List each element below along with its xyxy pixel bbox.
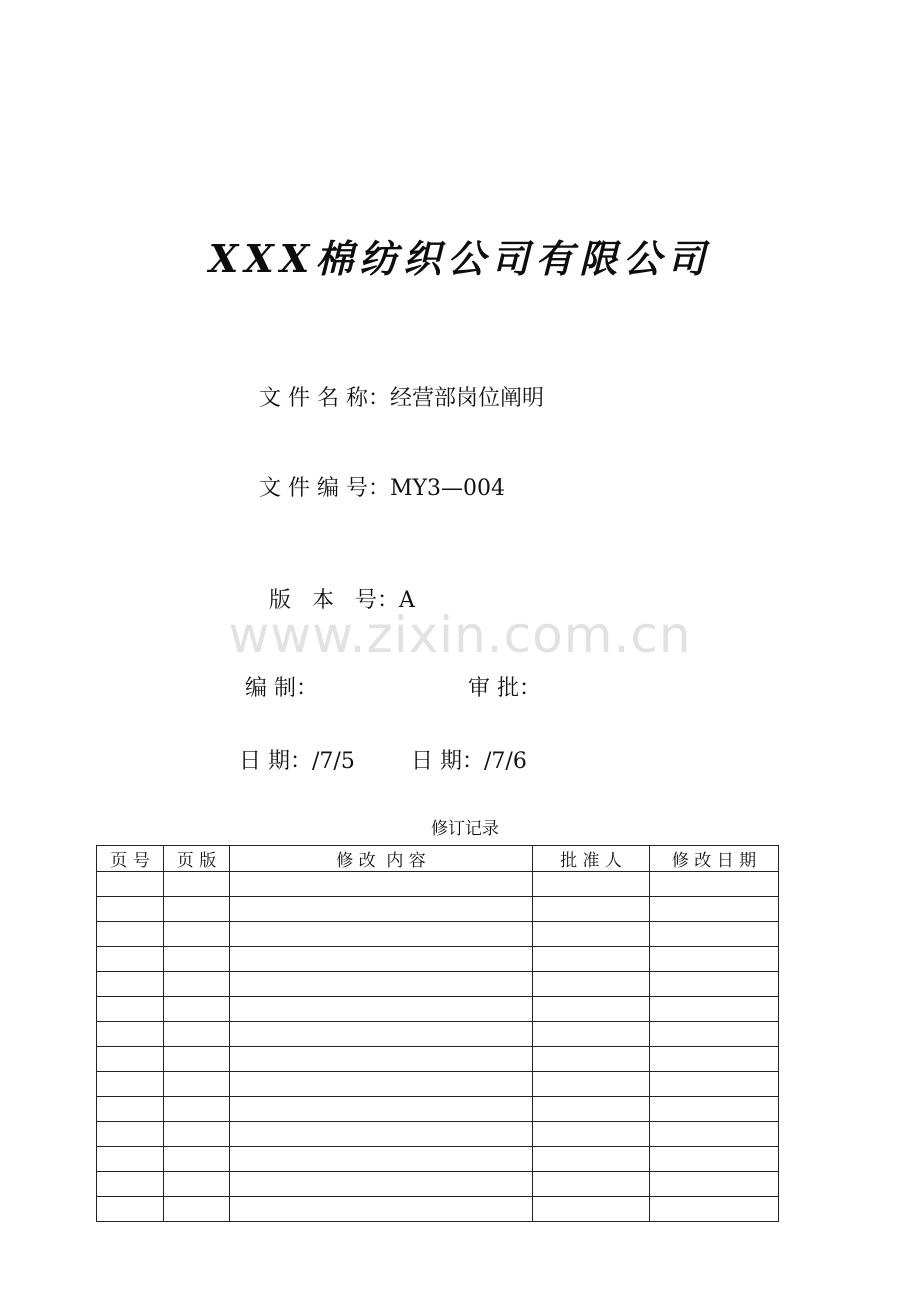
table-cell [650,1097,779,1122]
table-row [97,1097,779,1122]
table-cell [230,897,533,922]
table-cell [650,897,779,922]
table-cell [533,972,650,997]
approve-date-label: 日 期： [411,749,484,774]
table-cell [230,1197,533,1222]
table-cell [230,947,533,972]
table-cell [97,947,164,972]
table-cell [164,1022,230,1047]
table-cell [97,1047,164,1072]
table-cell [97,1197,164,1222]
approve-date-value: /7/6 [484,749,527,774]
table-row [97,1072,779,1097]
table-cell [533,1122,650,1147]
company-title: XXX棉纺织公司有限公司 [208,236,712,281]
table-cell [533,997,650,1022]
table-row [97,1197,779,1222]
compile-date-row [225,719,355,775]
table-cell [97,1072,164,1097]
table-cell [97,1172,164,1197]
table-cell [533,1097,650,1122]
table-cell [650,1022,779,1047]
table-cell [650,972,779,997]
table-cell [97,1097,164,1122]
table-cell [533,1172,650,1197]
table-cell [164,1122,230,1147]
header-page-version: 页 版 [164,846,230,872]
table-cell [533,1022,650,1047]
approve-date-row [397,719,527,775]
table-row [97,947,779,972]
approved-by-label: 审 批： [468,676,541,701]
table-cell [164,872,230,897]
header-change-date: 修 改 日 期 [650,846,779,872]
table-cell [230,1047,533,1072]
table-cell [230,1147,533,1172]
file-number-value: MY3—004 [389,476,506,501]
table-cell [164,972,230,997]
table-cell [164,997,230,1022]
table-cell [164,1197,230,1222]
table-cell [650,922,779,947]
table-cell [533,897,650,922]
table-row [97,1172,779,1197]
file-number-row [245,446,505,502]
table-cell [230,972,533,997]
table-cell [230,872,533,897]
table-cell [97,872,164,897]
table-cell [650,997,779,1022]
revision-table-body [97,872,779,1222]
table-cell [230,1072,533,1097]
table-cell [533,1147,650,1172]
revision-table-header-row [97,846,779,872]
table-cell [97,897,164,922]
table-row [97,1147,779,1172]
version-value: A [398,588,415,613]
header-page-number: 页 号 [97,846,164,872]
table-cell [533,1047,650,1072]
table-cell [164,1172,230,1197]
table-cell [97,1122,164,1147]
table-row [97,922,779,947]
table-row [97,972,779,997]
table-cell [230,1122,533,1147]
table-cell [97,997,164,1022]
table-cell [230,1097,533,1122]
table-cell [650,872,779,897]
table-cell [230,997,533,1022]
table-cell [533,947,650,972]
file-number-label: 文 件 编 号： [259,476,390,501]
file-name-label: 文 件 名 称： [259,386,390,411]
table-row [97,997,779,1022]
table-cell [97,922,164,947]
header-approver: 批 准 人 [533,846,650,872]
table-cell [164,1097,230,1122]
header-change-content: 修 改 内 容 [230,846,533,872]
compile-date-value: /7/5 [312,749,355,774]
table-cell [164,1047,230,1072]
table-cell [164,1147,230,1172]
table-cell [164,922,230,947]
revision-table [96,845,779,1222]
table-cell [650,1122,779,1147]
table-row [97,872,779,897]
watermark: www.zixin.com.cn [228,606,692,664]
table-cell [650,947,779,972]
table-cell [230,1022,533,1047]
revision-table-caption: 修订记录 [431,819,499,839]
table-cell [164,897,230,922]
table-row [97,897,779,922]
table-row [97,1022,779,1047]
table-cell [164,1072,230,1097]
table-cell [97,1147,164,1172]
table-row [97,1047,779,1072]
table-cell [650,1147,779,1172]
table-cell [650,1047,779,1072]
version-label: 版 本 号： [269,588,399,613]
table-row [97,1122,779,1147]
table-cell [230,1172,533,1197]
table-cell [650,1072,779,1097]
table-cell [533,1072,650,1097]
compiled-by-label: 编 制： [245,676,318,701]
table-cell [533,872,650,897]
table-cell [97,1022,164,1047]
file-name-value: 经营部岗位阐明 [389,386,544,411]
table-cell [650,1197,779,1222]
table-cell [533,922,650,947]
file-name-row [245,356,544,412]
table-cell [650,1172,779,1197]
compile-date-label: 日 期： [239,749,312,774]
table-cell [97,972,164,997]
version-row [255,558,415,614]
table-cell [533,1197,650,1222]
table-cell [164,947,230,972]
table-cell [230,922,533,947]
